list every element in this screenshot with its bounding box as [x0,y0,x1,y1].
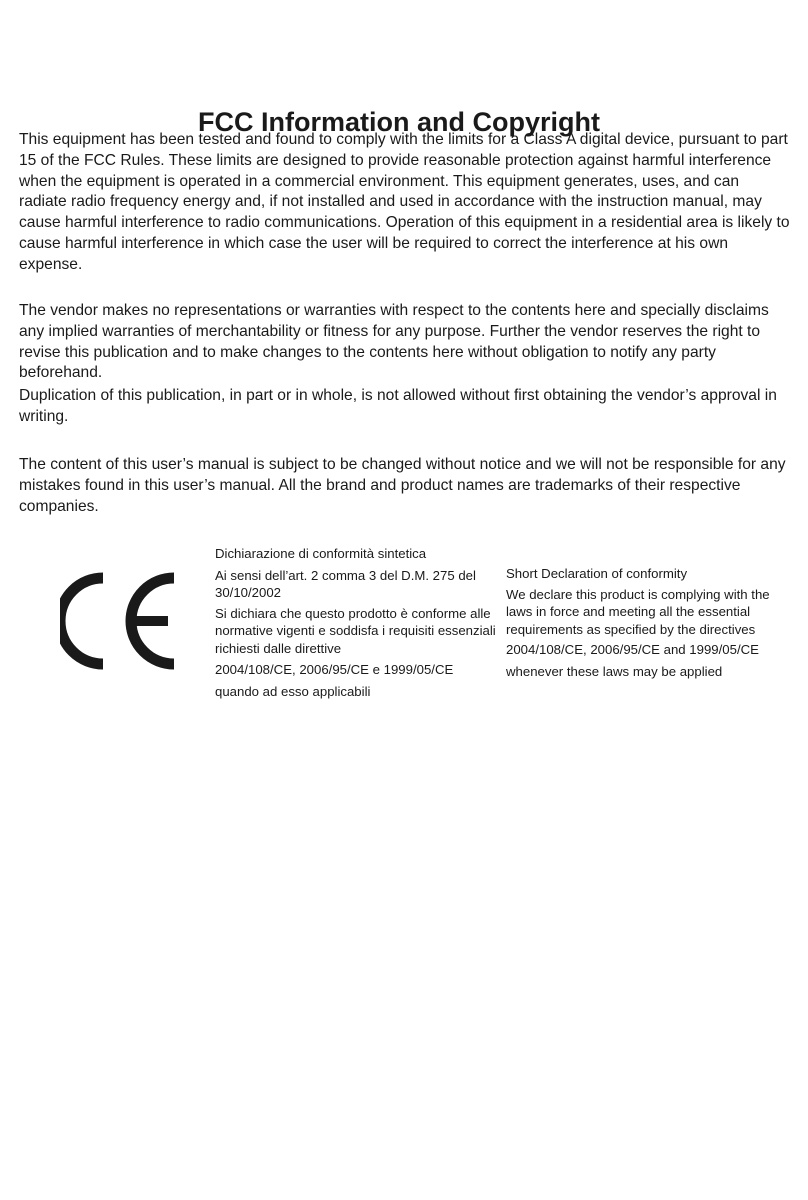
manual-content-paragraph: The content of this user’s manual is subject to be changed without notice and we will not be responsible for any mistakes found in this user’s manual. All the brand and product names are trademarks of their respective companies. [19,456,786,515]
italian-declaration [215,545,500,700]
english-declaration [506,565,796,680]
italian-declaration-applicability: quando ad esso applicabili [215,683,371,699]
italian-declaration-directives: 2004/108/CE, 2006/95/CE e 1999/05/CE [215,662,454,677]
english-declaration-directives: 2004/108/CE, 2006/95/CE and 1999/05/CE [506,642,759,657]
vendor-disclaimer-paragraph: The vendor makes no representations or warranties with respect to the contents here and specially disclaims any implied warranties of merchantability or fitness for any purpose. Further the vendor reserves the right to revise this publication and to make changes to the contents here without obligation to notify any party beforehand. [19,302,769,382]
ce-mark-icon [60,571,176,671]
ce-mark-logo [60,571,176,671]
duplication-paragraph: Duplication of this publication, in part or in whole, is not allowed without first obtaining the vendor’s approval in writing. [19,387,777,425]
english-declaration-statement: We declare this product is complying with the laws in force and meeting all the essential requirements as specified by the directives [506,586,770,637]
fcc-compliance-paragraph: This equipment has been tested and found to comply with the limits for a Class A digital device, pursuant to part 15 of the FCC Rules. These limits are designed to provide reasonable protection against harmful interference when the equipment is operated in a commercial environment. This equipment generates, uses, and can radiate radio frequency energy and, if not installed and used in accordance with the instruction manual, may cause harmful interference to radio communications. Operation of this equipment in a residential area is likely to cause harmful interference in which case the user will be required to correct the interference at his own expense. [19,131,790,273]
italian-declaration-statement: Si dichiara che questo prodotto è conforme alle normative vigenti e soddisfa i requisiti essenziali richiesti dalle direttive [215,605,496,656]
page-title: FCC Information and Copyright [198,107,600,138]
english-declaration-applicability: whenever these laws may be applied [506,663,723,679]
italian-declaration-law: Ai sensi dell’art. 2 comma 3 del D.M. 275 del 30/10/2002 [215,567,476,600]
english-declaration-heading: Short Declaration of conformity [506,566,688,581]
italian-declaration-heading: Dichiarazione di conformità sintetica [215,546,427,561]
